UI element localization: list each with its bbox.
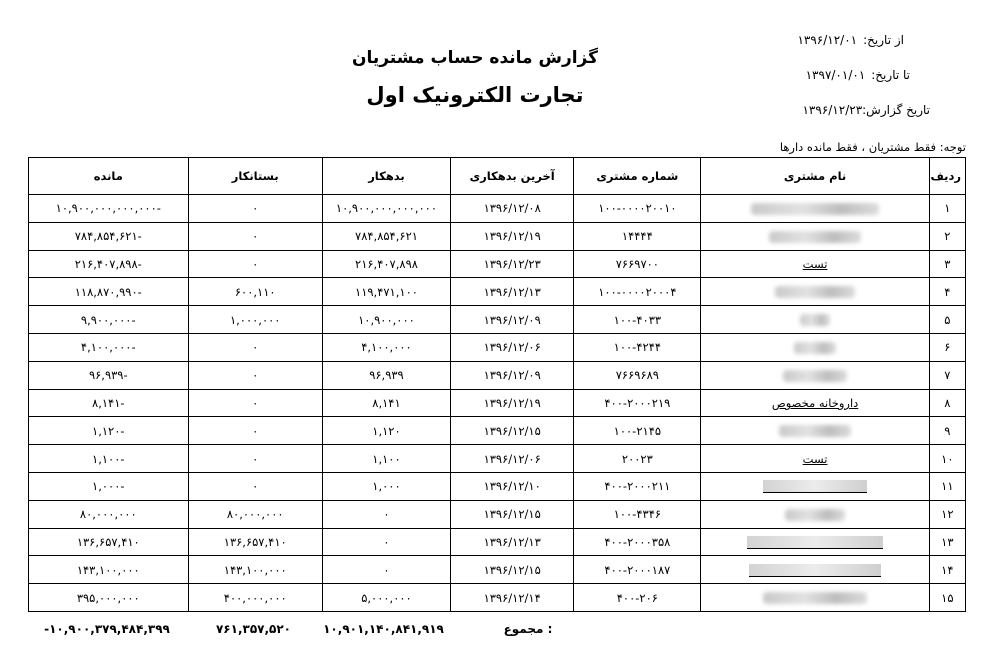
cell-customer-number: ۱۰۰-۴۲۴۴ bbox=[574, 333, 701, 361]
table-row bbox=[29, 250, 966, 278]
cell-customer-number: ۴۰۰-۲۰۰۰۲۱۹ bbox=[574, 389, 701, 417]
table-row bbox=[29, 389, 966, 417]
cell-row-number: ۴ bbox=[929, 278, 965, 306]
cell-customer-name[interactable] bbox=[701, 222, 929, 250]
cell-debtor: ۱۰,۹۰۰,۰۰۰ bbox=[322, 306, 450, 334]
cell-balance: -۹,۹۰۰,۰۰۰ bbox=[29, 306, 189, 334]
cell-customer-name[interactable] bbox=[701, 278, 929, 306]
cell-row-number: ۳ bbox=[929, 250, 965, 278]
redacted-customer-name[interactable] bbox=[751, 203, 879, 215]
cell-last-debit: ۱۳۹۶/۱۲/۰۹ bbox=[451, 361, 574, 389]
cell-customer-name[interactable] bbox=[701, 389, 929, 417]
cell-debtor: ۵,۰۰۰,۰۰۰ bbox=[322, 584, 450, 612]
cell-balance: -۱,۱۰۰ bbox=[29, 445, 189, 473]
cell-last-debit: ۱۳۹۶/۱۲/۱۳ bbox=[451, 528, 574, 556]
table-header-row bbox=[29, 158, 966, 195]
cell-balance: -۱,۱۲۰ bbox=[29, 417, 189, 445]
cell-customer-number: ۴۰۰-۲۰۰۰۳۵۸ bbox=[574, 528, 701, 556]
cell-row-number: ۱۰ bbox=[929, 445, 965, 473]
cell-last-debit: ۱۳۹۶/۱۲/۱۴ bbox=[451, 584, 574, 612]
cell-customer-name[interactable] bbox=[701, 306, 929, 334]
to-date-label: تا تاریخ: bbox=[871, 68, 910, 82]
redacted-customer-name[interactable] bbox=[763, 480, 867, 493]
cell-balance: ۱۳۶,۶۵۷,۴۱۰ bbox=[29, 528, 189, 556]
cell-customer-name[interactable] bbox=[701, 333, 929, 361]
cell-customer-name[interactable] bbox=[701, 556, 929, 584]
cell-creditor: ۰ bbox=[188, 389, 322, 417]
table-row bbox=[29, 556, 966, 584]
cell-customer-number: ۱۰۰-۰۰۰۰۲۰۰۱۰ bbox=[574, 195, 701, 223]
from-date bbox=[797, 33, 904, 47]
col-last-debit-header: آخرین بدهکاری bbox=[451, 158, 574, 195]
redacted-customer-name[interactable] bbox=[800, 314, 830, 326]
cell-last-debit: ۱۳۹۶/۱۲/۰۶ bbox=[451, 333, 574, 361]
cell-customer-name[interactable] bbox=[701, 195, 929, 223]
redacted-customer-name[interactable] bbox=[783, 370, 847, 382]
cell-customer-name[interactable] bbox=[701, 445, 929, 473]
customer-name-link[interactable]: تست bbox=[802, 451, 828, 466]
cell-row-number: ۱۳ bbox=[929, 528, 965, 556]
cell-creditor: ۸۰,۰۰۰,۰۰۰ bbox=[188, 500, 322, 528]
redacted-customer-name[interactable] bbox=[794, 342, 836, 354]
cell-creditor: ۱۳۶,۶۵۷,۴۱۰ bbox=[188, 528, 322, 556]
cell-customer-name[interactable] bbox=[701, 528, 929, 556]
totals-balance: -۱۰,۹۰۰,۳۷۹,۴۸۴,۳۹۹ bbox=[44, 622, 170, 636]
cell-row-number: ۱۵ bbox=[929, 584, 965, 612]
cell-customer-name[interactable] bbox=[701, 250, 929, 278]
table-row bbox=[29, 528, 966, 556]
cell-debtor: ۰ bbox=[322, 500, 450, 528]
cell-last-debit: ۱۳۹۶/۱۲/۱۳ bbox=[451, 278, 574, 306]
cell-row-number: ۷ bbox=[929, 361, 965, 389]
company-name: تجارت الکترونیک اول bbox=[366, 83, 584, 107]
table-row bbox=[29, 445, 966, 473]
table-row bbox=[29, 417, 966, 445]
cell-last-debit: ۱۳۹۶/۱۲/۱۵ bbox=[451, 500, 574, 528]
cell-customer-name[interactable] bbox=[701, 584, 929, 612]
redacted-customer-name[interactable] bbox=[769, 231, 861, 243]
cell-customer-number: ۴۰۰-۲۰۰۰۱۸۷ bbox=[574, 556, 701, 584]
report-date-label: تاریخ گزارش: bbox=[862, 103, 930, 117]
table-row bbox=[29, 222, 966, 250]
cell-last-debit: ۱۳۹۶/۱۲/۱۵ bbox=[451, 417, 574, 445]
cell-debtor: ۲۱۶,۴۰۷,۸۹۸ bbox=[322, 250, 450, 278]
cell-customer-number: ۱۰۰-۴۳۴۶ bbox=[574, 500, 701, 528]
cell-last-debit: ۱۳۹۶/۱۲/۱۵ bbox=[451, 556, 574, 584]
cell-customer-name[interactable] bbox=[701, 500, 929, 528]
cell-debtor: ۱۱۹,۴۷۱,۱۰۰ bbox=[322, 278, 450, 306]
cell-balance: -۲۱۶,۴۰۷,۸۹۸ bbox=[29, 250, 189, 278]
cell-last-debit: ۱۳۹۶/۱۲/۰۸ bbox=[451, 195, 574, 223]
cell-debtor: ۱,۱۰۰ bbox=[322, 445, 450, 473]
col-name-header: نام مشتری bbox=[701, 158, 929, 195]
cell-creditor: ۶۰۰,۱۱۰ bbox=[188, 278, 322, 306]
redacted-customer-name[interactable] bbox=[775, 286, 855, 298]
to-date bbox=[806, 68, 910, 82]
cell-row-number: ۸ bbox=[929, 389, 965, 417]
cell-creditor: ۰ bbox=[188, 195, 322, 223]
totals-creditor: ۷۶۱,۳۵۷,۵۲۰ bbox=[215, 622, 292, 636]
cell-creditor: ۰ bbox=[188, 445, 322, 473]
cell-row-number: ۲ bbox=[929, 222, 965, 250]
cell-row-number: ۱ bbox=[929, 195, 965, 223]
redacted-customer-name[interactable] bbox=[785, 509, 845, 521]
cell-balance: -۴,۱۰۰,۰۰۰ bbox=[29, 333, 189, 361]
balance-table bbox=[28, 157, 966, 612]
cell-customer-name[interactable] bbox=[701, 417, 929, 445]
cell-creditor: ۰ bbox=[188, 417, 322, 445]
from-date-value: ۱۳۹۶/۱۲/۰۱ bbox=[797, 33, 858, 47]
cell-last-debit: ۱۳۹۶/۱۲/۰۹ bbox=[451, 306, 574, 334]
cell-last-debit: ۱۳۹۶/۱۲/۰۶ bbox=[451, 445, 574, 473]
cell-last-debit: ۱۳۹۶/۱۲/۱۹ bbox=[451, 389, 574, 417]
table-row bbox=[29, 500, 966, 528]
col-creditor-header: بستانکار bbox=[188, 158, 322, 195]
cell-debtor: ۱,۰۰۰ bbox=[322, 472, 450, 500]
col-balance-header: مانده bbox=[29, 158, 189, 195]
customer-name-link[interactable]: داروخانه مخصوص bbox=[771, 395, 859, 410]
totals-debtor: ۱۰,۹۰۱,۱۴۰,۸۴۱,۹۱۹ bbox=[323, 622, 444, 636]
cell-row-number: ۶ bbox=[929, 333, 965, 361]
cell-row-number: ۹ bbox=[929, 417, 965, 445]
cell-customer-name[interactable] bbox=[701, 361, 929, 389]
table-row bbox=[29, 333, 966, 361]
redacted-customer-name[interactable] bbox=[749, 564, 881, 577]
cell-creditor: ۱۴۳,۱۰۰,۰۰۰ bbox=[188, 556, 322, 584]
cell-balance: -۱۱۸,۸۷۰,۹۹۰ bbox=[29, 278, 189, 306]
cell-balance: -۸,۱۴۱ bbox=[29, 389, 189, 417]
redacted-customer-name[interactable] bbox=[763, 592, 867, 604]
cell-customer-number: ۴۰۰-۲۰۰۰۲۱۱ bbox=[574, 472, 701, 500]
cell-row-number: ۱۲ bbox=[929, 500, 965, 528]
cell-creditor: ۴۰۰,۰۰۰,۰۰۰ bbox=[188, 584, 322, 612]
table-row bbox=[29, 472, 966, 500]
table-row bbox=[29, 278, 966, 306]
cell-balance: -۱۰,۹۰۰,۰۰۰,۰۰۰,۰۰۰ bbox=[29, 195, 189, 223]
cell-creditor: ۰ bbox=[188, 222, 322, 250]
col-debtor-header: بدهکار bbox=[322, 158, 450, 195]
cell-customer-number: ۱۴۴۴۴ bbox=[574, 222, 701, 250]
col-number-header: شماره مشتری bbox=[574, 158, 701, 195]
cell-customer-number: ۲۰۰۲۳ bbox=[574, 445, 701, 473]
cell-creditor: ۱,۰۰۰,۰۰۰ bbox=[188, 306, 322, 334]
report-title: گزارش مانده حساب مشتریان bbox=[351, 48, 599, 68]
cell-customer-number: ۱۰۰-۲۱۴۵ bbox=[574, 417, 701, 445]
cell-row-number: ۵ bbox=[929, 306, 965, 334]
cell-debtor: ۱۰,۹۰۰,۰۰۰,۰۰۰,۰۰۰ bbox=[322, 195, 450, 223]
col-row-header: ردیف bbox=[929, 158, 965, 195]
cell-customer-name[interactable] bbox=[701, 472, 929, 500]
cell-creditor: ۰ bbox=[188, 333, 322, 361]
cell-balance: ۸۰,۰۰۰,۰۰۰ bbox=[29, 500, 189, 528]
totals-label: مجموع : bbox=[503, 622, 553, 636]
cell-debtor: ۸,۱۴۱ bbox=[322, 389, 450, 417]
cell-creditor: ۰ bbox=[188, 361, 322, 389]
cell-customer-number: ۷۶۶۹۷۰۰ bbox=[574, 250, 701, 278]
cell-debtor: ۹۶,۹۳۹ bbox=[322, 361, 450, 389]
redacted-customer-name[interactable] bbox=[779, 425, 851, 437]
cell-debtor: ۱,۱۲۰ bbox=[322, 417, 450, 445]
table-row bbox=[29, 361, 966, 389]
cell-debtor: ۷۸۴,۸۵۴,۶۲۱ bbox=[322, 222, 450, 250]
customer-name-link[interactable]: تست bbox=[802, 256, 828, 271]
cell-customer-number: ۴۰۰-۲۰۶ bbox=[574, 584, 701, 612]
redacted-customer-name[interactable] bbox=[747, 536, 883, 549]
cell-row-number: ۱۱ bbox=[929, 472, 965, 500]
cell-customer-number: ۷۶۶۹۶۸۹ bbox=[574, 361, 701, 389]
to-date-value: ۱۳۹۷/۰۱/۰۱ bbox=[805, 68, 866, 82]
filter-note: توجه: فقط مشتریان ، فقط مانده دارها bbox=[779, 140, 966, 154]
cell-customer-number: ۱۰۰-۰۰۰۰۲۰۰۰۴ bbox=[574, 278, 701, 306]
cell-last-debit: ۱۳۹۶/۱۲/۲۳ bbox=[451, 250, 574, 278]
table-row bbox=[29, 306, 966, 334]
cell-creditor: ۰ bbox=[188, 250, 322, 278]
cell-last-debit: ۱۳۹۶/۱۲/۱۹ bbox=[451, 222, 574, 250]
table-row bbox=[29, 584, 966, 612]
cell-balance: -۱,۰۰۰ bbox=[29, 472, 189, 500]
cell-debtor: ۴,۱۰۰,۰۰۰ bbox=[322, 333, 450, 361]
cell-debtor: ۰ bbox=[322, 556, 450, 584]
report-date bbox=[802, 103, 930, 117]
cell-balance: ۳۹۵,۰۰۰,۰۰۰ bbox=[29, 584, 189, 612]
cell-balance: -۷۸۴,۸۵۴,۶۲۱ bbox=[29, 222, 189, 250]
table-row bbox=[29, 195, 966, 223]
cell-debtor: ۰ bbox=[322, 528, 450, 556]
cell-customer-number: ۱۰۰-۴۰۳۳ bbox=[574, 306, 701, 334]
cell-last-debit: ۱۳۹۶/۱۲/۱۰ bbox=[451, 472, 574, 500]
cell-row-number: ۱۴ bbox=[929, 556, 965, 584]
cell-balance: -۹۶,۹۳۹ bbox=[29, 361, 189, 389]
report-date-value: ۱۳۹۶/۱۲/۲۳ bbox=[802, 103, 863, 117]
cell-creditor: ۰ bbox=[188, 472, 322, 500]
cell-balance: ۱۴۳,۱۰۰,۰۰۰ bbox=[29, 556, 189, 584]
from-date-label: از تاریخ: bbox=[863, 33, 904, 47]
